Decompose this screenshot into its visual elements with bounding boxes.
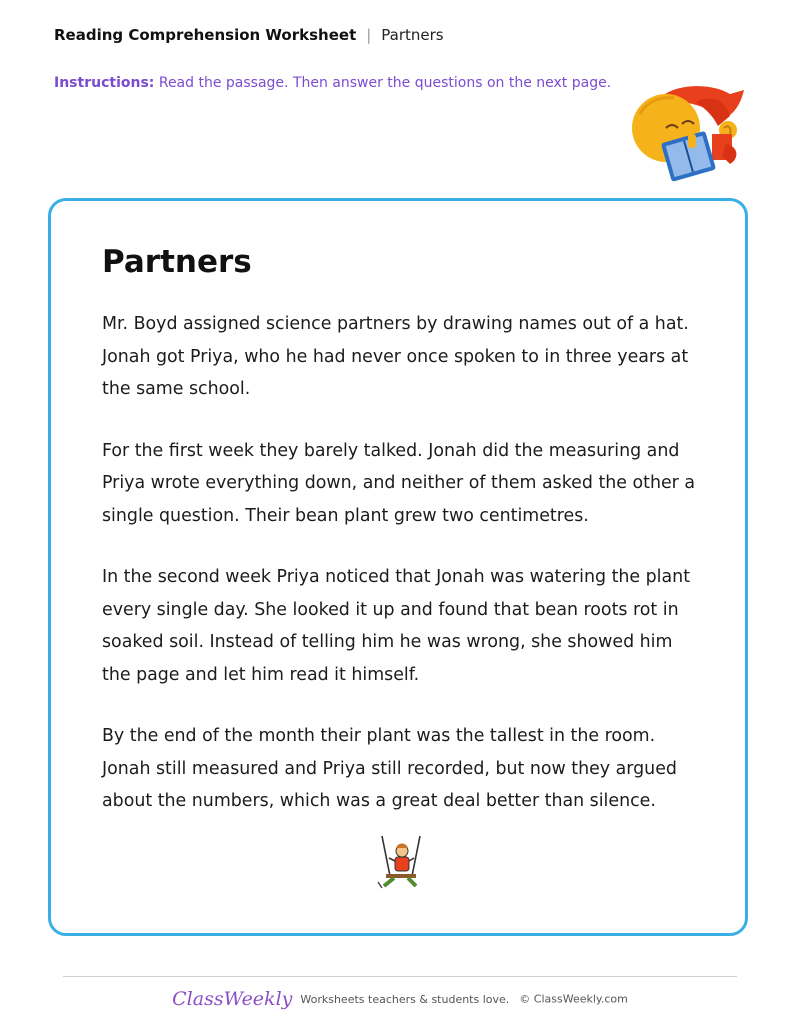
instructions-text: Read the passage. Then answer the questions on the next page. xyxy=(158,75,612,91)
instructions-label: Instructions: xyxy=(54,75,155,91)
footer xyxy=(0,988,800,1010)
story-paragraph: For the first week they barely talked. Jonah did the measuring and Priya wrote everything down, and neither of them asked the other a single question. Their bean plant grew two centimetres. xyxy=(102,440,696,526)
story-paragraph: Mr. Boyd assigned science partners by drawing names out of a hat. Jonah got Priya, who he had never once spoken to in three years at the same school. xyxy=(102,314,689,399)
footer-copyright: © ClassWeekly.com xyxy=(519,992,628,1006)
reading-cartoon-character-icon xyxy=(626,84,750,192)
worksheet-title: Reading Comprehension Worksheet xyxy=(54,26,357,44)
header-separator: | xyxy=(366,26,372,44)
footer-tagline: Worksheets teachers & students love. xyxy=(300,992,510,1006)
brand-logo: ClassWeekly xyxy=(172,988,293,1010)
story-title: Partners xyxy=(102,244,252,280)
child-on-swing-icon xyxy=(374,834,424,894)
story-paragraph: In the second week Priya noticed that Jonah was watering the plant every single day. She looked it up and found that bean roots rot in soaked soil. Instead of telling him he was wrong, she showed him the page and let him read it himself. xyxy=(102,567,691,685)
worksheet-header xyxy=(54,25,444,45)
story-passage xyxy=(102,308,702,847)
footer-divider xyxy=(63,976,737,977)
instructions xyxy=(54,74,611,92)
worksheet-topic: Partners xyxy=(381,26,444,44)
story-paragraph: By the end of the month their plant was the tallest in the room. Jonah still measured and Priya still recorded, but now they argued about the numbers, which was a great deal better than silence. xyxy=(102,726,677,811)
